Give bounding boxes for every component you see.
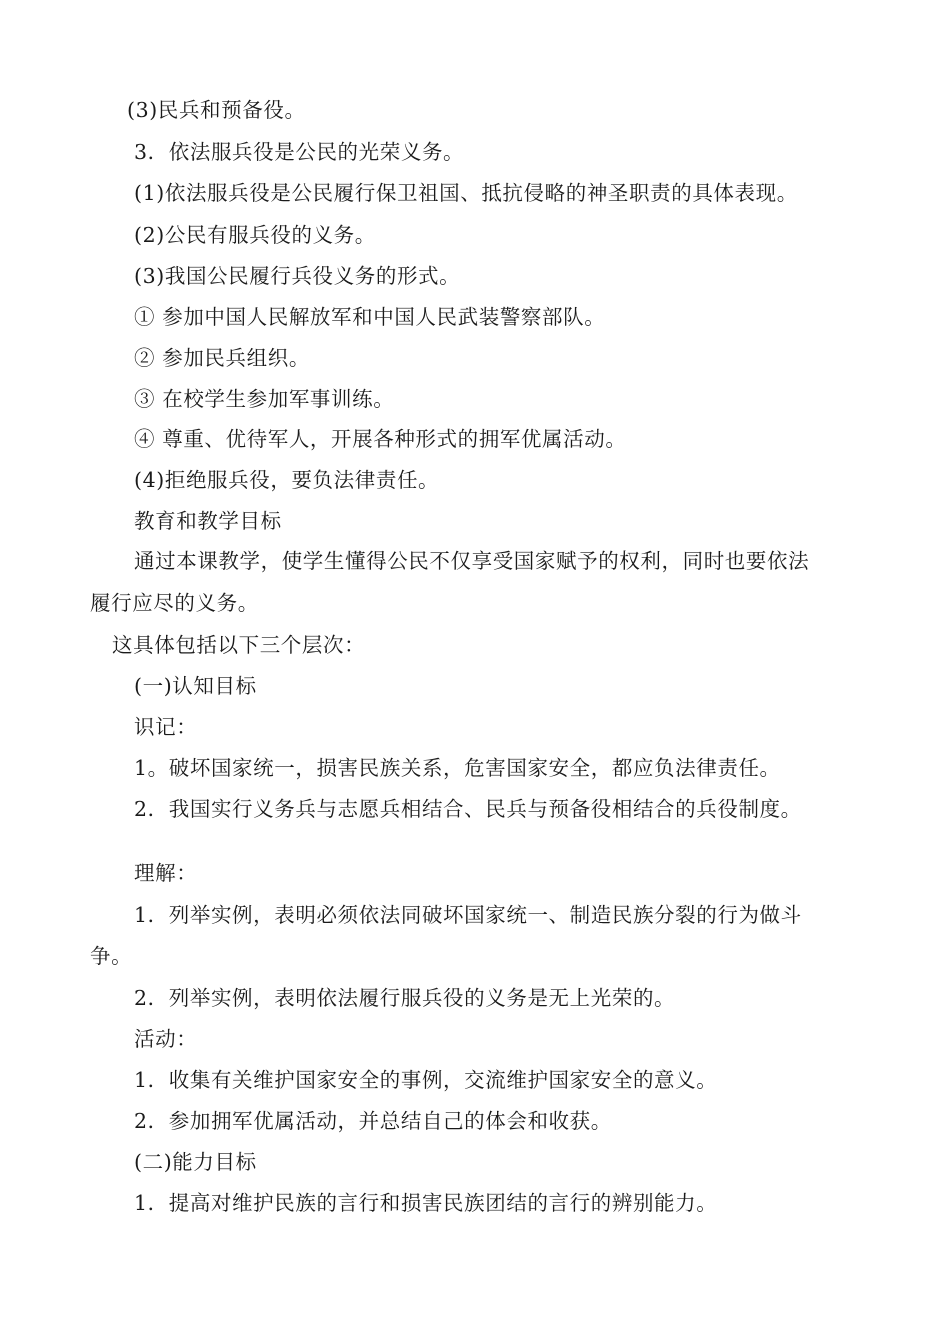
text-line: 通过本课教学，使学生懂得公民不仅享受国家赋予的权利，同时也要依法 xyxy=(134,549,810,573)
subheading: 识记： xyxy=(134,715,198,739)
text-line: 1．收集有关维护国家安全的事例，交流维护国家安全的意义。 xyxy=(134,1068,718,1092)
text-line: 3．依法服兵役是公民的光荣义务。 xyxy=(134,140,465,164)
text-line: (3)我国公民履行兵役义务的形式。 xyxy=(134,264,461,288)
section-heading: (二)能力目标 xyxy=(134,1150,257,1174)
text-line: 1．列举实例，表明必须依法同破坏国家统一、制造民族分裂的行为做斗 xyxy=(134,903,802,927)
text-line: (2)公民有服兵役的义务。 xyxy=(134,223,376,247)
text-line: ③ 在校学生参加军事训练。 xyxy=(134,387,395,411)
text-line: 1。破坏国家统一，损害民族关系，危害国家安全，都应负法律责任。 xyxy=(134,756,781,780)
text-line: ② 参加民兵组织。 xyxy=(134,346,310,370)
text-line: 2．参加拥军优属活动，并总结自己的体会和收获。 xyxy=(134,1109,612,1133)
text-line: (1)依法服兵役是公民履行保卫祖国、抵抗侵略的神圣职责的具体表现。 xyxy=(134,181,798,205)
text-line: 履行应尽的义务。 xyxy=(90,591,259,615)
text-line: 1．提高对维护民族的言行和损害民族团结的言行的辨别能力。 xyxy=(134,1191,718,1215)
subheading: 活动： xyxy=(134,1027,198,1051)
text-line: ① 参加中国人民解放军和中国人民武装警察部队。 xyxy=(134,305,606,329)
text-line: (4)拒绝服兵役，要负法律责任。 xyxy=(134,468,440,492)
text-line: 2．我国实行义务兵与志愿兵相结合、民兵与预备役相结合的兵役制度。 xyxy=(134,797,802,821)
text-line: 2．列举实例，表明依法履行服兵役的义务是无上光荣的。 xyxy=(134,986,676,1010)
section-heading: (一)认知目标 xyxy=(134,674,257,698)
text-line: (3)民兵和预备役。 xyxy=(127,98,306,122)
text-line: 这具体包括以下三个层次： xyxy=(112,633,366,657)
text-line: ④ 尊重、优待军人，开展各种形式的拥军优属活动。 xyxy=(134,427,627,451)
section-heading: 教育和教学目标 xyxy=(134,509,282,533)
text-line: 争。 xyxy=(90,944,133,968)
subheading: 理解： xyxy=(134,861,198,885)
